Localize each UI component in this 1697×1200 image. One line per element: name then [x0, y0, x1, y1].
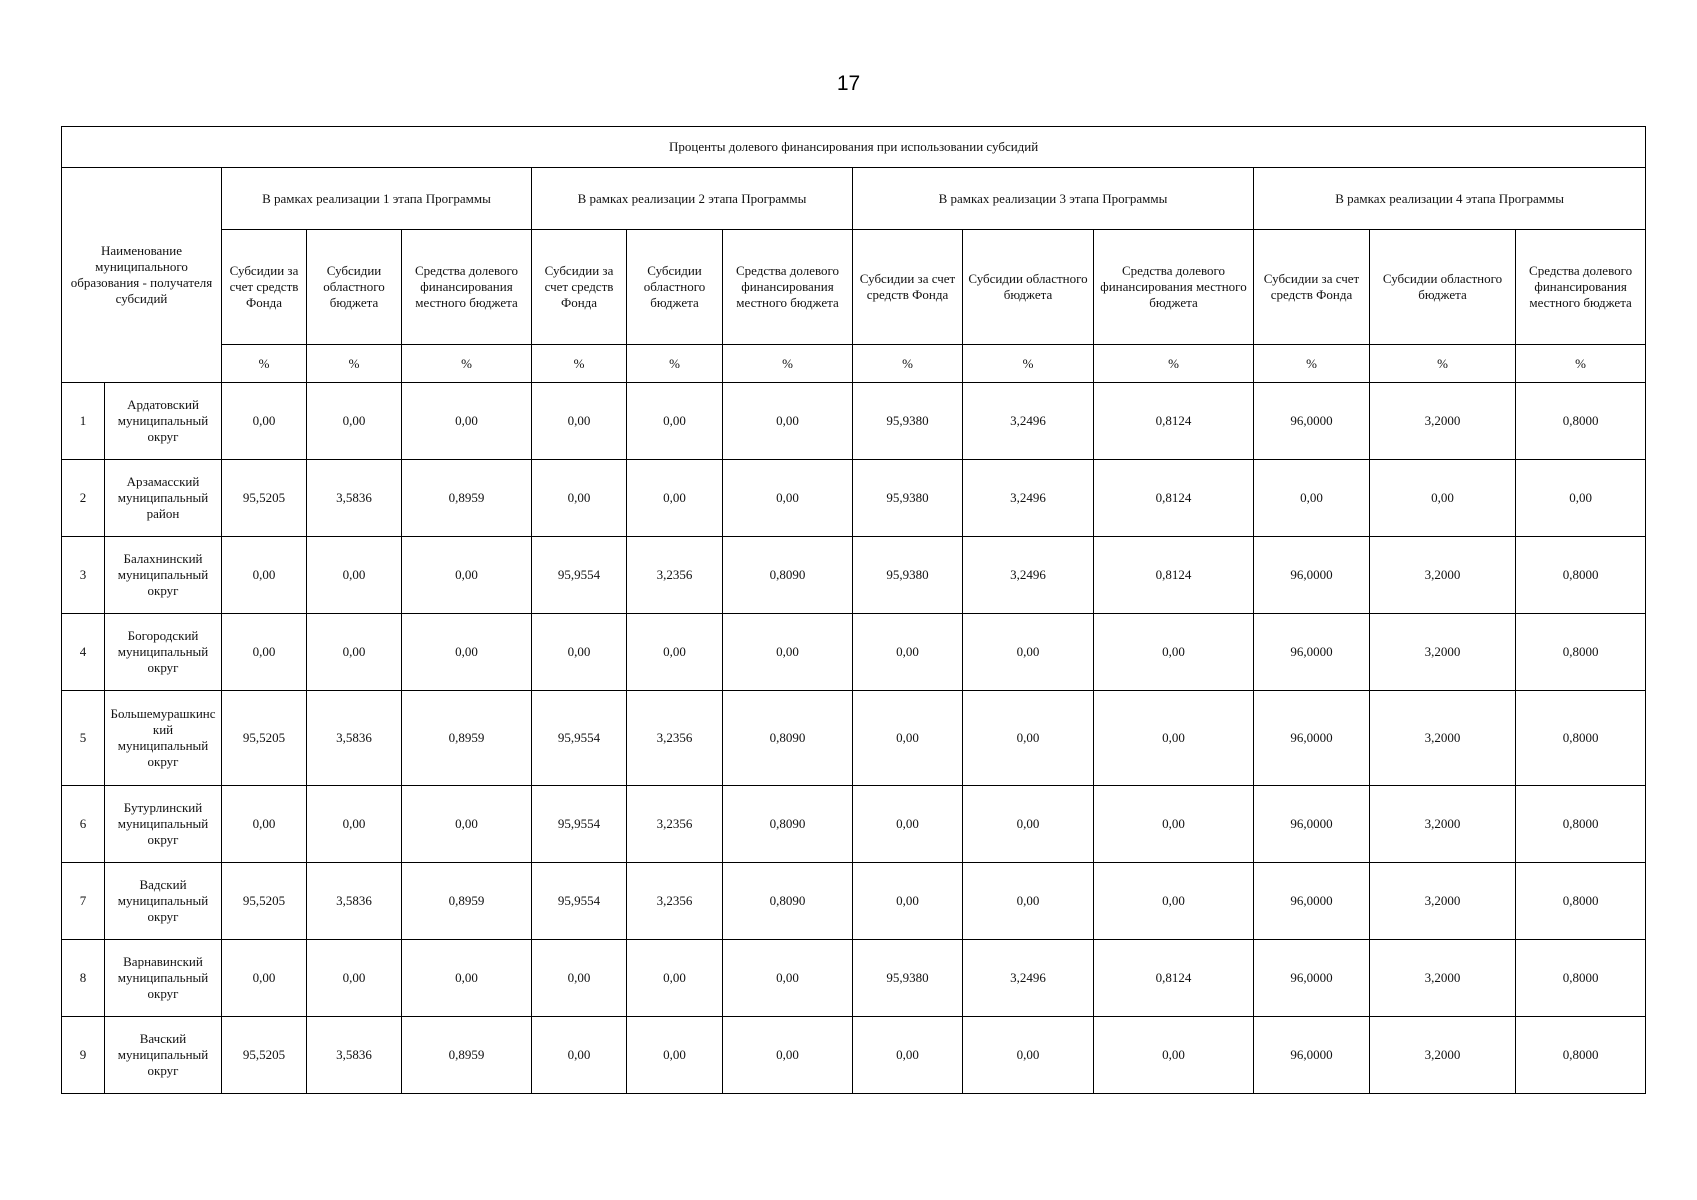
- value-cell: 0,8090: [723, 691, 853, 786]
- value-cell: 0,00: [532, 1017, 627, 1094]
- value-cell: 0,00: [723, 614, 853, 691]
- table-title: Проценты долевого финансирования при использовании субсидий: [62, 127, 1646, 168]
- value-cell: 3,2000: [1370, 537, 1516, 614]
- value-cell: 0,8959: [402, 691, 532, 786]
- value-cell: 0,8000: [1516, 383, 1646, 460]
- value-cell: 0,00: [853, 614, 963, 691]
- col-header-local-cofinancing: Средства долевого финансирования местного бюджета: [402, 230, 532, 345]
- value-cell: 3,2000: [1370, 1017, 1516, 1094]
- row-number: 7: [62, 863, 105, 940]
- value-cell: 0,00: [853, 691, 963, 786]
- row-number: 5: [62, 691, 105, 786]
- value-cell: 96,0000: [1254, 537, 1370, 614]
- value-cell: 3,2356: [627, 691, 723, 786]
- value-cell: 0,8959: [402, 1017, 532, 1094]
- value-cell: 0,00: [723, 940, 853, 1017]
- value-cell: 0,00: [627, 383, 723, 460]
- table-row: [62, 863, 1646, 940]
- row-number: 4: [62, 614, 105, 691]
- value-cell: 3,2356: [627, 537, 723, 614]
- col-header-fund-subsidy: Субсидии за счет средств Фонда: [853, 230, 963, 345]
- unit-cell: %: [723, 345, 853, 383]
- value-cell: 0,00: [963, 614, 1094, 691]
- municipality-name: Бутурлинский муниципальный округ: [105, 786, 222, 863]
- unit-cell: %: [307, 345, 402, 383]
- value-cell: 0,8124: [1094, 537, 1254, 614]
- value-cell: 95,5205: [222, 863, 307, 940]
- value-cell: 0,00: [307, 786, 402, 863]
- col-header-local-cofinancing: Средства долевого финансирования местного бюджета: [1516, 230, 1646, 345]
- col-header-local-cofinancing: Средства долевого финансирования местного бюджета: [723, 230, 853, 345]
- table-row: [62, 786, 1646, 863]
- municipality-name: Вачский муниципальный округ: [105, 1017, 222, 1094]
- row-number: 6: [62, 786, 105, 863]
- value-cell: 0,00: [222, 537, 307, 614]
- value-cell: 0,00: [1094, 614, 1254, 691]
- value-cell: 0,8959: [402, 460, 532, 537]
- page-number: 17: [836, 72, 861, 95]
- value-cell: 0,8124: [1094, 383, 1254, 460]
- col-header-fund-subsidy: Субсидии за счет средств Фонда: [222, 230, 307, 345]
- value-cell: 0,00: [222, 383, 307, 460]
- value-cell: 0,00: [1370, 460, 1516, 537]
- value-cell: 3,2000: [1370, 691, 1516, 786]
- table-row: [62, 940, 1646, 1017]
- unit-cell: %: [1370, 345, 1516, 383]
- value-cell: 3,2000: [1370, 614, 1516, 691]
- value-cell: 95,9380: [853, 537, 963, 614]
- col-header-fund-subsidy: Субсидии за счет средств Фонда: [1254, 230, 1370, 345]
- value-cell: 0,00: [1516, 460, 1646, 537]
- unit-cell: %: [1516, 345, 1646, 383]
- table-row: [62, 614, 1646, 691]
- value-cell: 3,2000: [1370, 383, 1516, 460]
- value-cell: 0,00: [1094, 1017, 1254, 1094]
- value-cell: 0,00: [307, 940, 402, 1017]
- municipality-name: Ардатовский муниципальный округ: [105, 383, 222, 460]
- municipality-name: Большемурашкинский муниципальный округ: [105, 691, 222, 786]
- value-cell: 0,8000: [1516, 537, 1646, 614]
- value-cell: 0,8000: [1516, 1017, 1646, 1094]
- value-cell: 3,2356: [627, 863, 723, 940]
- value-cell: 0,00: [723, 1017, 853, 1094]
- row-number: 2: [62, 460, 105, 537]
- value-cell: 0,00: [222, 786, 307, 863]
- value-cell: 0,00: [307, 537, 402, 614]
- value-cell: 0,8090: [723, 786, 853, 863]
- value-cell: 0,8124: [1094, 940, 1254, 1017]
- row-number: 1: [62, 383, 105, 460]
- value-cell: 3,5836: [307, 1017, 402, 1094]
- value-cell: 0,00: [532, 614, 627, 691]
- value-cell: 0,00: [307, 614, 402, 691]
- value-cell: 95,5205: [222, 1017, 307, 1094]
- value-cell: 3,2000: [1370, 863, 1516, 940]
- row-number: 3: [62, 537, 105, 614]
- value-cell: 0,8000: [1516, 691, 1646, 786]
- col-header-local-cofinancing: Средства долевого финансирования местного бюджета: [1094, 230, 1254, 345]
- value-cell: 95,5205: [222, 691, 307, 786]
- value-cell: 0,00: [627, 614, 723, 691]
- value-cell: 0,8000: [1516, 940, 1646, 1017]
- name-column-header: Наименование муниципального образования - получателя субсидий: [62, 168, 222, 383]
- value-cell: 0,8124: [1094, 460, 1254, 537]
- value-cell: 95,9554: [532, 537, 627, 614]
- value-cell: 0,00: [963, 691, 1094, 786]
- value-cell: 0,00: [1094, 786, 1254, 863]
- unit-cell: %: [1094, 345, 1254, 383]
- value-cell: 0,00: [627, 460, 723, 537]
- unit-cell: %: [402, 345, 532, 383]
- value-cell: 3,5836: [307, 863, 402, 940]
- col-header-regional-subsidy: Субсидии областного бюджета: [1370, 230, 1516, 345]
- col-header-regional-subsidy: Субсидии областного бюджета: [627, 230, 723, 345]
- value-cell: 0,00: [853, 1017, 963, 1094]
- unit-cell: %: [853, 345, 963, 383]
- col-header-fund-subsidy: Субсидии за счет средств Фонда: [532, 230, 627, 345]
- value-cell: 0,00: [723, 460, 853, 537]
- stage-1-header: В рамках реализации 1 этапа Программы: [222, 168, 532, 230]
- financing-table: [61, 126, 1646, 1094]
- stage-3-header: В рамках реализации 3 этапа Программы: [853, 168, 1254, 230]
- value-cell: 0,00: [307, 383, 402, 460]
- value-cell: 96,0000: [1254, 383, 1370, 460]
- value-cell: 0,8000: [1516, 863, 1646, 940]
- value-cell: 0,00: [1094, 863, 1254, 940]
- table-row: [62, 537, 1646, 614]
- value-cell: 3,2496: [963, 460, 1094, 537]
- value-cell: 3,2000: [1370, 786, 1516, 863]
- value-cell: 0,00: [532, 460, 627, 537]
- value-cell: 96,0000: [1254, 614, 1370, 691]
- unit-cell: %: [963, 345, 1094, 383]
- row-number: 8: [62, 940, 105, 1017]
- value-cell: 0,00: [853, 863, 963, 940]
- value-cell: 95,9554: [532, 786, 627, 863]
- value-cell: 95,9380: [853, 940, 963, 1017]
- value-cell: 0,00: [402, 383, 532, 460]
- value-cell: 0,00: [853, 786, 963, 863]
- table-row: [62, 691, 1646, 786]
- value-cell: 0,8959: [402, 863, 532, 940]
- value-cell: 96,0000: [1254, 863, 1370, 940]
- municipality-name: Варнавинский муниципальный округ: [105, 940, 222, 1017]
- value-cell: 3,2496: [963, 940, 1094, 1017]
- municipality-name: Богородский муниципальный округ: [105, 614, 222, 691]
- table-row: [62, 460, 1646, 537]
- value-cell: 96,0000: [1254, 691, 1370, 786]
- value-cell: 0,00: [1094, 691, 1254, 786]
- value-cell: 96,0000: [1254, 1017, 1370, 1094]
- value-cell: 3,2356: [627, 786, 723, 863]
- unit-cell: %: [532, 345, 627, 383]
- table-row: [62, 1017, 1646, 1094]
- value-cell: 0,00: [532, 940, 627, 1017]
- row-number: 9: [62, 1017, 105, 1094]
- value-cell: 0,00: [723, 383, 853, 460]
- value-cell: 0,00: [963, 786, 1094, 863]
- value-cell: 0,00: [402, 614, 532, 691]
- value-cell: 95,5205: [222, 460, 307, 537]
- value-cell: 96,0000: [1254, 940, 1370, 1017]
- value-cell: 0,00: [222, 614, 307, 691]
- value-cell: 0,8090: [723, 863, 853, 940]
- unit-cell: %: [627, 345, 723, 383]
- value-cell: 3,5836: [307, 691, 402, 786]
- value-cell: 3,5836: [307, 460, 402, 537]
- unit-cell: %: [1254, 345, 1370, 383]
- municipality-name: Вадский муниципальный округ: [105, 863, 222, 940]
- value-cell: 0,00: [963, 1017, 1094, 1094]
- unit-cell: %: [222, 345, 307, 383]
- value-cell: 0,8000: [1516, 614, 1646, 691]
- value-cell: 95,9380: [853, 460, 963, 537]
- municipality-name: Балахнинский муниципальный округ: [105, 537, 222, 614]
- value-cell: 0,00: [963, 863, 1094, 940]
- value-cell: 3,2496: [963, 537, 1094, 614]
- value-cell: 0,8090: [723, 537, 853, 614]
- value-cell: 95,9380: [853, 383, 963, 460]
- value-cell: 0,00: [627, 940, 723, 1017]
- col-header-regional-subsidy: Субсидии областного бюджета: [307, 230, 402, 345]
- value-cell: 3,2496: [963, 383, 1094, 460]
- value-cell: 0,00: [1254, 460, 1370, 537]
- municipality-name: Арзамасский муниципальный район: [105, 460, 222, 537]
- value-cell: 96,0000: [1254, 786, 1370, 863]
- value-cell: 95,9554: [532, 863, 627, 940]
- value-cell: 0,00: [532, 383, 627, 460]
- value-cell: 95,9554: [532, 691, 627, 786]
- col-header-regional-subsidy: Субсидии областного бюджета: [963, 230, 1094, 345]
- value-cell: 0,00: [222, 940, 307, 1017]
- value-cell: 0,00: [402, 537, 532, 614]
- stage-2-header: В рамках реализации 2 этапа Программы: [532, 168, 853, 230]
- value-cell: 0,00: [627, 1017, 723, 1094]
- value-cell: 0,8000: [1516, 786, 1646, 863]
- table-row: [62, 383, 1646, 460]
- value-cell: 0,00: [402, 940, 532, 1017]
- stage-4-header: В рамках реализации 4 этапа Программы: [1254, 168, 1646, 230]
- value-cell: 0,00: [402, 786, 532, 863]
- value-cell: 3,2000: [1370, 940, 1516, 1017]
